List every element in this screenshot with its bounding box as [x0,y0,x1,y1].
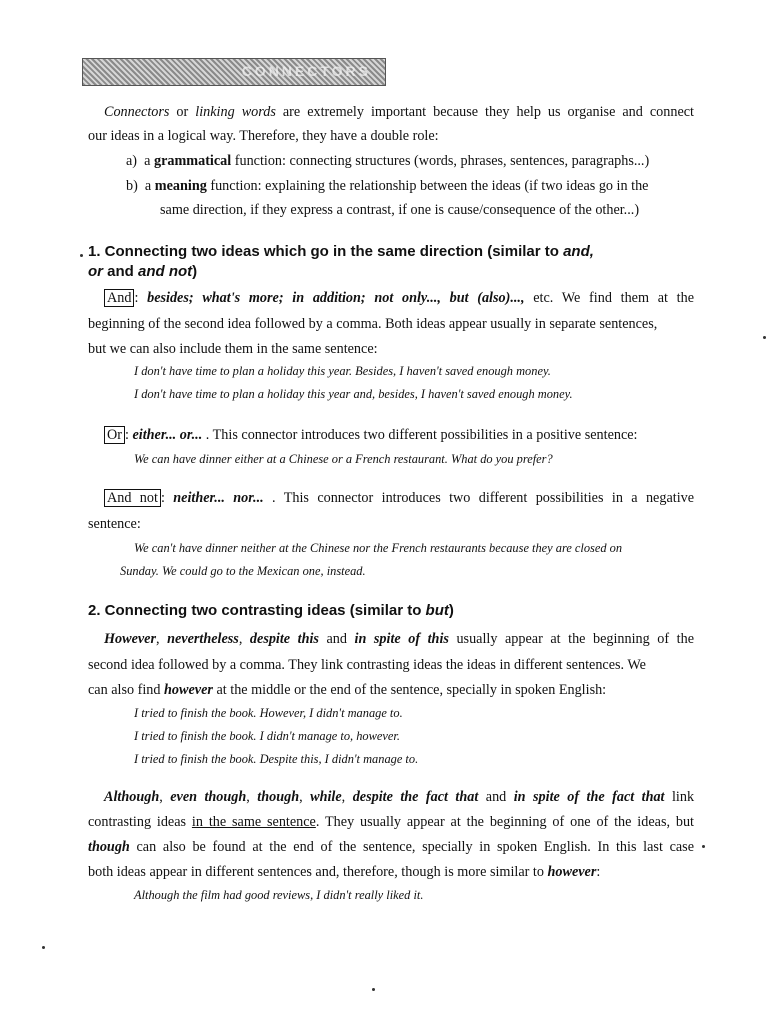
or-connector-line: Or : either... or... . This connector introduces two different possibilities in a positive sentence: [104,426,638,444]
contrast-p2-line-2: contrasting ideas in the same sentence. They usually appear at the beginning of one of the ideas, but [88,814,694,830]
contrast-p1-line-2: second idea followed by a comma. They link contrasting ideas the ideas in different sentences. We [88,657,646,673]
title-banner [82,58,386,86]
example-neither-nor-1: We can't have dinner neither at the Chinese nor the French restaurants because they are closed on [134,541,623,555]
example-however-1: I tried to finish the book. However, I didn't manage to. [134,706,403,720]
and-connector-line-1: And : besides; what's more; in addition; not only..., but (also)..., etc. We find them at the [104,289,694,307]
example-neither-nor-2: Sunday. We could go to the Mexican one, instead. [120,564,366,578]
section-2-heading: 2. Connecting two contrasting ideas (similar to but) [88,602,454,619]
intro-item-a: a) a grammatical function: connecting structures (words, phrases, sentences, paragraphs...) [126,153,650,169]
example-either-or: We can have dinner either at a Chinese or a French restaurant. What do you prefer? [134,452,553,466]
intro-line-2: our ideas in a logical way. Therefore, they have a double role: [88,128,439,144]
example-however-2: I tried to finish the book. I didn't manage to, however. [134,729,400,743]
and-not-connector-terms: neither... nor... [164,490,264,506]
example-despite-this: I tried to finish the book. Despite this, I didn't manage to. [134,752,419,766]
intro-item-b-line-2: same direction, if they express a contrast, if one is cause/consequence of the other...) [160,202,640,218]
or-label-box: Or [104,426,125,444]
banner-text: CONNECTORS [241,63,371,79]
and-not-label-box: And not [104,489,161,507]
term-connectors: Connectors [104,104,170,120]
and-not-connector-line-2: sentence: [88,516,141,532]
scan-speck [80,254,83,257]
scan-speck [763,336,766,339]
scan-speck [42,946,45,949]
example-besides-2: I don't have time to plan a holiday this year and, besides, I haven't saved enough money. [134,387,573,401]
intro-line-1: Connectors or linking words are extremely important because they help us organise and connect [104,104,694,120]
example-besides-1: I don't have time to plan a holiday this year. Besides, I haven't saved enough money. [134,364,551,378]
and-not-connector-line-1: And not : neither... nor... . This connector introduces two different possibilities in a negative [104,489,694,507]
or-connector-terms: either... or... [128,427,203,443]
and-connector-terms: besides; what's more; in addition; not only..., but (also)..., [138,290,525,306]
intro-item-b: b) a meaning function: explaining the relationship between the ideas (if two ideas go in the [126,178,649,194]
scan-speck [372,988,375,991]
contrast-p2-line-3: though can also be found at the end of the sentence, specially in spoken English. In this last case [88,839,694,855]
and-connector-line-3: but we can also include them in the same sentence: [88,341,378,357]
contrast-p1-line-1: However, nevertheless, despite this and in spite of this usually appear at the beginning of the [104,631,694,647]
example-although: Although the film had good reviews, I didn't really liked it. [134,888,424,902]
contrast-p2-line-4: both ideas appear in different sentences and, therefore, though is more similar to however: [88,864,601,880]
contrast-p2-line-1: Although, even though, though, while, despite the fact that and in spite of the fact that link [104,789,695,805]
term-linking-words: linking words [195,104,276,120]
section-1-heading: 1. Connecting two ideas which go in the same direction (similar to and, or and and not) [88,243,594,280]
contrast-p1-line-3: can also find however at the middle or the end of the sentence, specially in spoken English: [88,682,607,698]
scan-speck [702,845,705,848]
and-connector-line-2: beginning of the second idea followed by a comma. Both ideas appear usually in separate sentences, [88,316,658,332]
and-label-box: And [104,289,134,307]
